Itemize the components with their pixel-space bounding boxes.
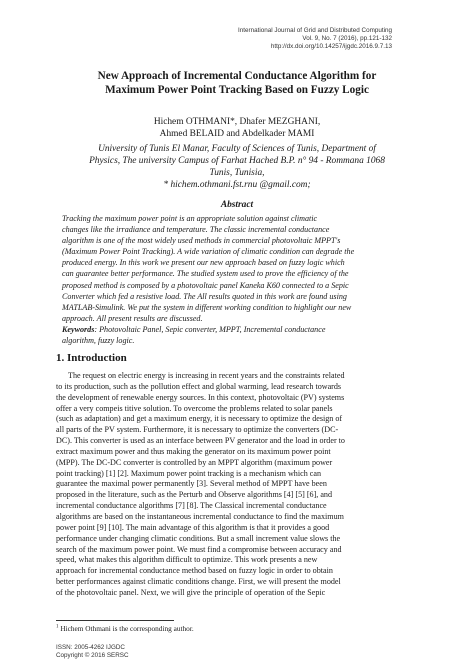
abstract-heading: Abstract xyxy=(220,200,254,210)
body-line: speed, what makes this algorithm difficult to optimize. This work presents a new xyxy=(56,555,318,565)
body-line: extract maximum power and thus making the generator on its maximum power point xyxy=(56,446,331,456)
footnote-marker: 1 xyxy=(56,624,59,630)
keywords-text: : Photovoltaic Panel, Sepic converter, MPPT, Incremental conductance xyxy=(94,325,326,334)
body-line: better performances against climatic conditions change. First, we will present the model xyxy=(56,577,341,587)
body-line: offer a very compeis titive solution. To overcome the problems related to solar panels xyxy=(56,403,333,413)
keywords-label: Keywords xyxy=(62,325,95,334)
introduction-body xyxy=(56,371,418,599)
abstract-line: MATLAB-Simulink. We put the system in different working condition to highlight our new xyxy=(62,302,352,312)
body-line: approach for incremental conductance method based on fuzzy logic in order to obtain xyxy=(56,566,333,576)
authors-line: Ahmed BELAID and Abdelkader MAMI xyxy=(159,129,315,139)
body-line: algorithms are based on the instantaneous incremental conductance to find the maximum xyxy=(56,511,344,521)
body-line: incremental conductance algorithms [7] [8]. The Classical incremental conductance xyxy=(56,501,327,511)
paper-title xyxy=(60,69,414,97)
abstract-line: can guarantee better performance. The studied system used to prove the efficiency of the xyxy=(62,269,349,279)
body-line: proposed in the literature, such as the Perturb and Observe algorithms [4] [5] [6], and xyxy=(56,490,333,500)
contact-email: * hichem.othmani.fst.rnu @gmail.com; xyxy=(163,180,311,190)
footnote-text: Hichem Othmani is the corresponding author. xyxy=(58,624,194,633)
body-line: all parts of the PV system. Furthermore, it is necessary to optimize the converters (DC- xyxy=(56,425,339,435)
journal-name: International Journal of Grid and Distributed Computing xyxy=(237,27,392,34)
section-heading-introduction: 1. Introduction xyxy=(56,352,127,364)
body-line: guarantee the maximal power permanently [3]. Several method of MPPT have been xyxy=(56,479,327,489)
body-line: point tracking) [1] [2]. Maximum power point tracking is a mechanism which can xyxy=(56,468,321,478)
affiliation-line: Physics, The university Campus of Farhat Hached B.P. n° 94 - Rommana 1068 xyxy=(89,156,385,166)
footnote-divider xyxy=(56,620,174,621)
keywords-line xyxy=(62,324,412,335)
affiliation-line: Tunis, Tunisia, xyxy=(209,168,265,178)
title-line: Maximum Power Point Tracking Based on Fuzzy Logic xyxy=(105,84,369,96)
abstract-line: produced energy. In this work we present our new approach based on fuzzy logic which xyxy=(62,258,345,268)
issn-line: ISSN: 2005-4262 IJGDC xyxy=(56,644,125,651)
issn-copyright xyxy=(56,644,129,661)
body-line: (MPP). The DC-DC converter is controlled by an MPPT algorithm (maximum power xyxy=(56,457,333,467)
body-line: power point [9] [10]. The main advantage of this algorithm is that it provides a good xyxy=(56,522,330,532)
abstract-line: Converter which fed a resistive load. The All results quoted in this work are found using xyxy=(62,291,347,301)
abstract-body xyxy=(62,213,412,324)
keywords xyxy=(62,324,412,346)
affiliation xyxy=(50,143,424,191)
author-list xyxy=(60,116,414,140)
abstract-line: Tracking the maximum power point is an appropriate solution against climatic xyxy=(62,214,318,223)
body-line: DC). This converter is used as an interface between PV generator and the load in order to xyxy=(56,436,345,446)
abstract-line: (Maximum Power Point Tracking). A wide variation of climatic condition can degrade the xyxy=(62,247,355,257)
body-line: to its production, such as the pollution effect and global warming, lead research towards xyxy=(56,381,342,391)
body-line: The request on electric energy is increasing in recent years and the constraints related xyxy=(56,371,345,380)
title-line: New Approach of Incremental Conductance Algorithm for xyxy=(97,70,377,82)
abstract-line: proposed method is composed by a photovoltaic panel Kaneka K60 connected to a Sepic xyxy=(62,280,349,290)
authors-line: Hichem OTHMANI*, Dhafer MEZGHANI, xyxy=(153,117,321,127)
abstract-line: approach. All present results are discussed. xyxy=(62,313,203,323)
body-line: of the photovoltaic panel. Next, we will give the principle of operation of the Sepic xyxy=(56,587,326,597)
journal-volume: Vol. 9, No. 7 (2016), pp.121-132 xyxy=(302,35,392,42)
journal-doi[interactable]: http://dx.doi.org/10.14257/ijgdc.2016.9.7.13 xyxy=(270,43,392,50)
abstract-line: algorithm is one of the most widely used methods in commercial photovoltaic MPPT's xyxy=(62,236,341,246)
affiliation-line: University of Tunis El Manar, Faculty of Sciences of Tunis, Department of xyxy=(98,144,376,154)
footnote xyxy=(56,624,194,633)
abstract-line: changes like the irradiance and temperature. The classic incremental conductance xyxy=(62,225,330,235)
journal-header xyxy=(132,27,392,51)
body-line: the development of renewable energy sources. In this context, photovoltaic (PV) systems xyxy=(56,392,345,402)
body-line: search of the maximum power point. We must find a compromise between accuracy and xyxy=(56,544,342,554)
body-line: performance under changing climatic conditions. But a small increment value slows the xyxy=(56,533,341,543)
keywords-line: algorithm, fuzzy logic. xyxy=(62,336,135,346)
copyright-line: Copyright © 2016 SERSC xyxy=(56,652,129,660)
body-line: (such as adaptation) and get a maximum energy, it is necessary to optimize the design of xyxy=(56,414,343,424)
